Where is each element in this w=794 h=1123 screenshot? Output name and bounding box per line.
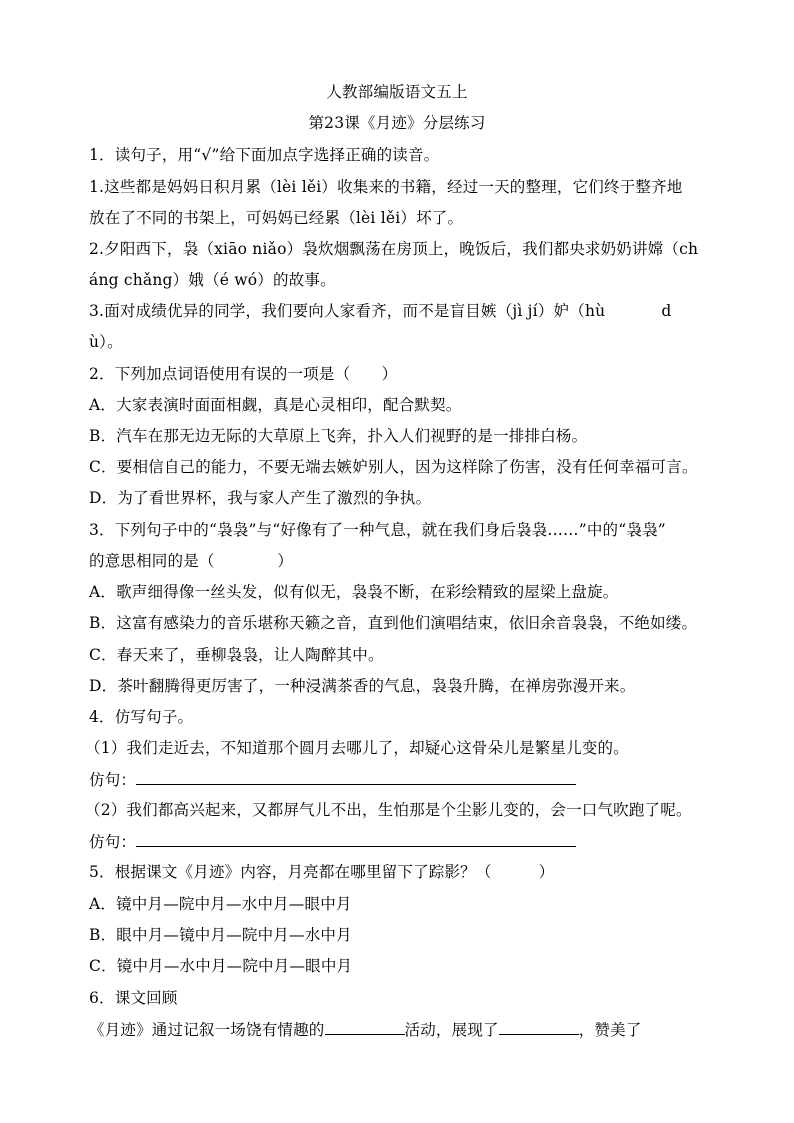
question-2-option-b: B．汽车在那无边无际的大草原上飞奔，扑入人们视野的是一排排白杨。 — [89, 427, 588, 445]
question-5-option-b: B．眼中月—镜中月—院中月—水中月 — [89, 926, 352, 944]
question-1-sentence-1a: 1.这些都是妈妈日积月累（lèi lěi）收集来的书籍，经过一天的整理，它们终于整齐地 — [89, 178, 683, 196]
lesson-title: 第23课《月迹》分层练习 — [308, 114, 486, 132]
question-3-option-d: D．茶叶翻腾得更厉害了，一种浸满茶香的气息，袅袅升腾，在禅房弥漫开来。 — [89, 677, 636, 695]
question-4-stem: 4．仿写句子。 — [89, 708, 194, 726]
question-1-sentence-3a-tail: d — [661, 302, 672, 320]
question-5-stem: 5．根据课文《月迹》内容，月亮都在哪里留下了踪影？（ ） — [89, 863, 555, 881]
question-6-stem: 6．课文回顾 — [89, 989, 178, 1007]
question-3-option-b: B．这富有感染力的音乐堪称天籁之音，直到他们演唱结束，依旧余音袅袅，不绝如缕。 — [89, 614, 698, 632]
question-4-sentence-1: （1）我们走近去，不知道那个圆月去哪儿了，却疑心这骨朵儿是繁星儿变的。 — [85, 739, 629, 757]
question-1-sentence-3a-text: 3.面对成绩优异的同学，我们要向人家看齐，而不是盲目嫉（jì jí）妒（hù — [89, 302, 606, 320]
question-1-sentence-2a: 2.夕阳西下，袅（xiāo niǎo）袅炊烟飘荡在房顶上，晚饭后，我们都央求奶奶讲嫦（ch — [89, 240, 699, 258]
question-6-part-1: 《月迹》通过记叙一场饶有情趣的 — [89, 1021, 325, 1039]
question-6-part-3: ，赞美了 — [578, 1021, 642, 1039]
question-2-option-a: A．大家表演时面面相觑，真是心灵相印，配合默契。 — [89, 396, 462, 414]
answer-label-1: 仿句： — [89, 771, 137, 789]
question-1-sentence-3a — [89, 301, 671, 321]
question-2-stem: 2．下列加点词语使用有误的一项是（ ） — [89, 365, 398, 383]
question-5-option-a: A．镜中月—院中月—水中月—眼中月 — [89, 895, 352, 913]
question-5-option-c: C．镜中月—水中月—院中月—眼中月 — [89, 957, 353, 975]
answer-blank-2[interactable] — [136, 831, 576, 847]
question-6-text — [89, 1019, 642, 1040]
question-1-stem: 1．读句子，用“√”给下面加点字选择正确的读音。 — [89, 146, 440, 164]
question-1-sentence-1b: 放在了不同的书架上，可妈妈已经累（lèi lěi）坏了。 — [89, 209, 464, 227]
answer-label-2: 仿句： — [89, 833, 137, 851]
fill-blank-1[interactable] — [325, 1019, 405, 1035]
document-title: 人教部编版语文五上 — [326, 83, 468, 101]
question-1-sentence-3b: ù）。 — [89, 333, 123, 351]
question-4-answer-2 — [89, 831, 576, 852]
question-1-sentence-2b: áng chǎng）娥（é wó）的故事。 — [89, 271, 336, 289]
answer-blank-1[interactable] — [136, 769, 576, 785]
question-2-option-c: C．要相信自己的能力，不要无端去嫉妒别人，因为这样除了伤害，没有任何幸福可言。 — [89, 458, 698, 476]
fill-blank-2[interactable] — [499, 1019, 579, 1035]
question-4-sentence-2: （2）我们都高兴起来，又都屏气儿不出，生怕那是个尘影儿变的，会一口气吹跑了呢。 — [85, 801, 692, 819]
question-6-part-2: 活动，展现了 — [404, 1021, 499, 1039]
question-3-stem-1: 3．下列句子中的“袅袅”与“好像有了一种气息，就在我们身后袅袅……”中的“袅袅” — [89, 521, 666, 539]
question-4-answer-1 — [89, 769, 576, 790]
question-3-stem-2: 的意思相同的是（ ） — [89, 552, 294, 570]
question-3-option-c: C．春天来了，垂柳袅袅，让人陶醉其中。 — [89, 646, 384, 664]
question-3-option-a: A．歌声细得像一丝头发，似有似无，袅袅不断，在彩绘精致的屋梁上盘旋。 — [89, 583, 619, 601]
question-2-option-d: D．为了看世界杯，我与家人产生了激烈的争执。 — [89, 489, 432, 507]
